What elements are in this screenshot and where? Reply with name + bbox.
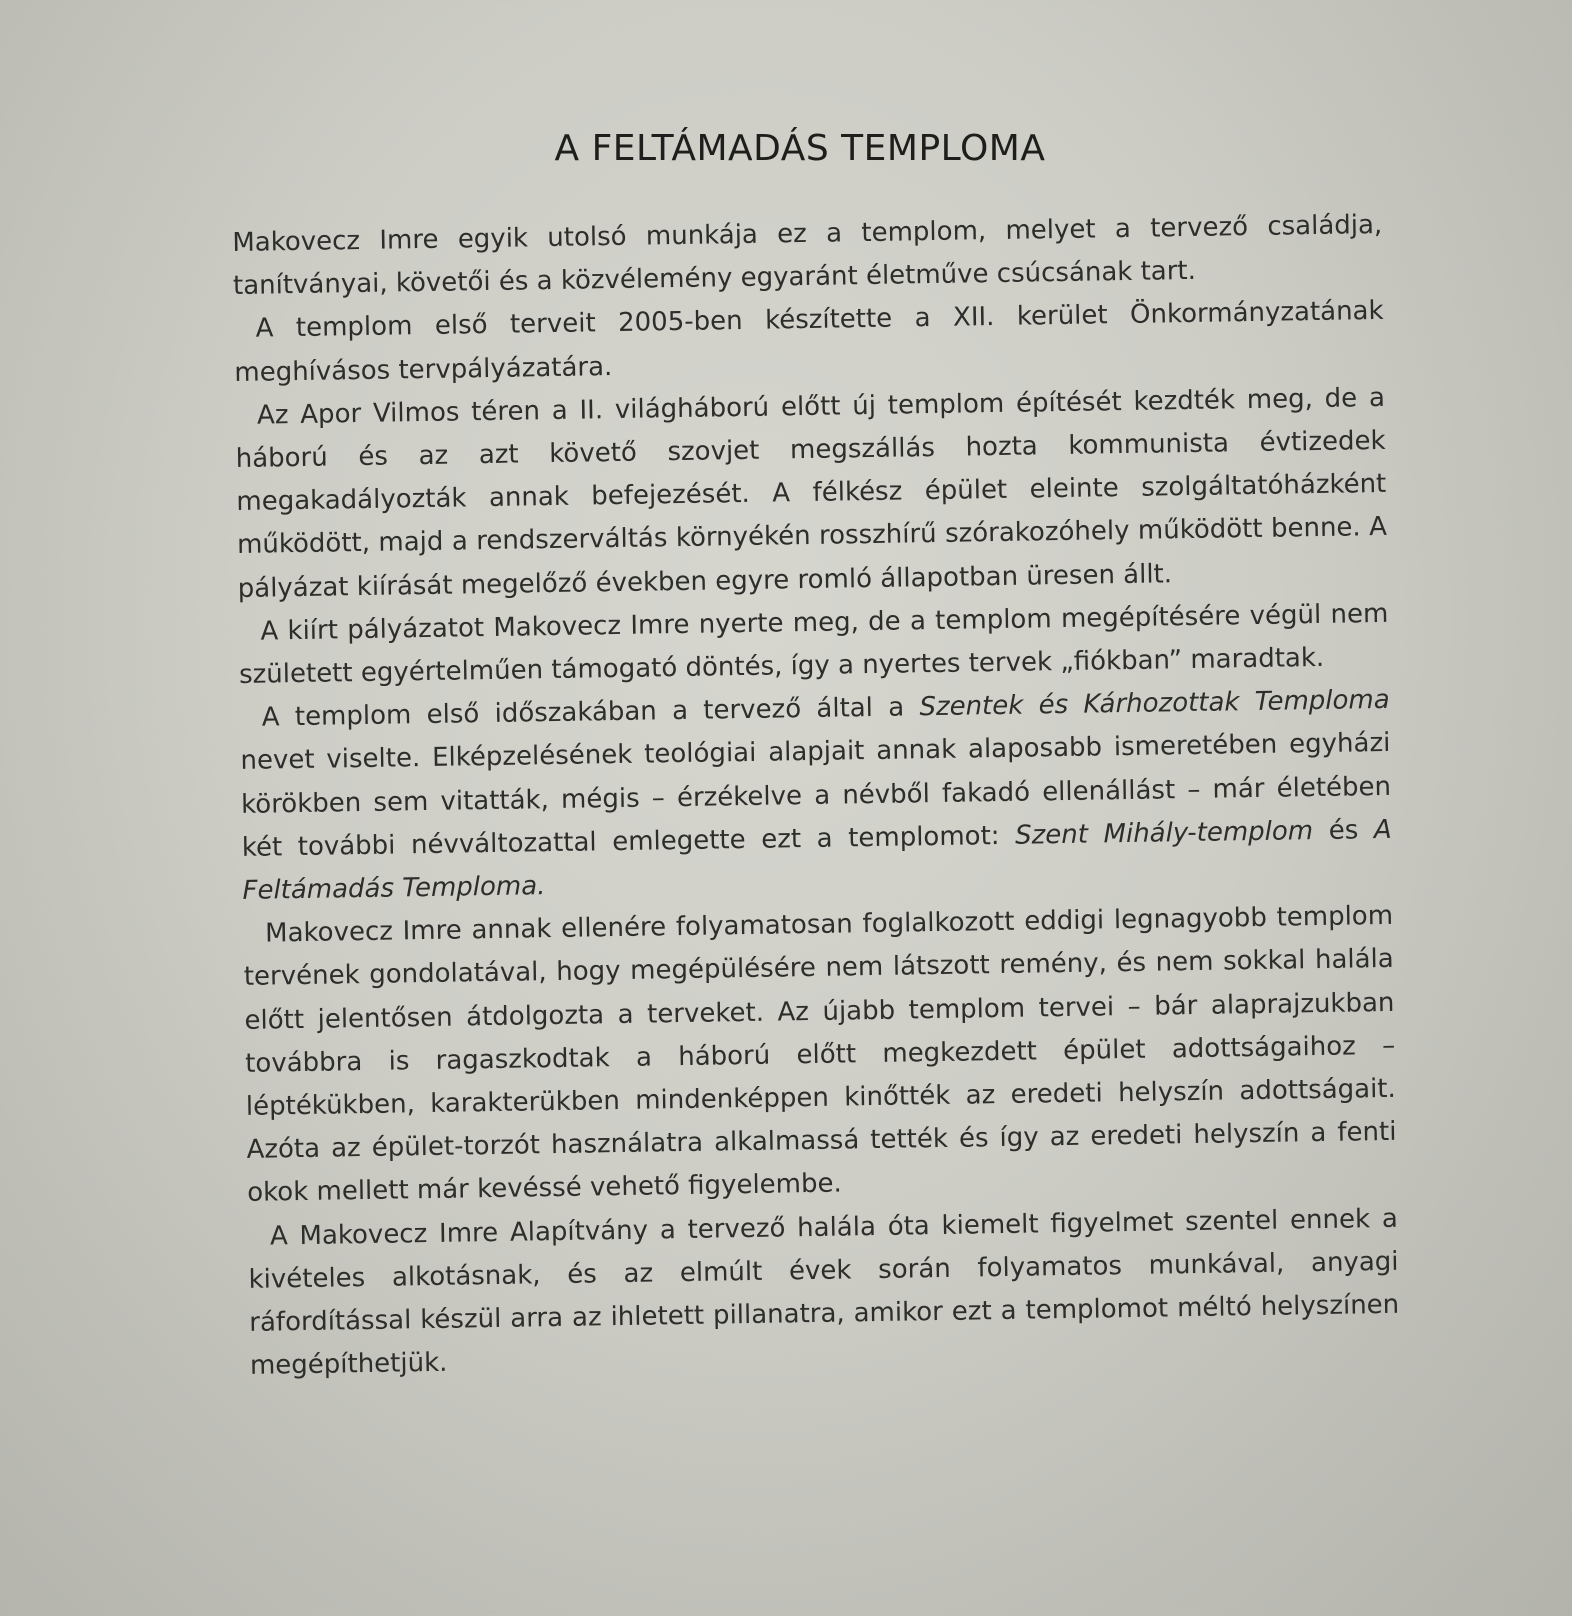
- paragraph-1: Makovecz Imre egyik utolsó munkája ez a templom, melyet a tervező családja, tanítványai, követői és a közvélemény egyaránt életműve csúcsának tart.: [232, 209, 1383, 302]
- paragraph-5-text-a: A templom első időszakában a tervező által a: [261, 692, 920, 733]
- paragraph-7: A Makovecz Imre Alapítvány a tervező halála óta kiemelt figyelmet szentel ennek a kivételes alkotásnak, és az elmúlt évek során folyamatos munkával, anyagi ráfordítással készül arra az ihletett pillanatra, amikor ezt a templomot méltó helyszínen megépíthetjük.: [248, 1203, 1400, 1382]
- page-title: A FELTÁMADÁS TEMPLOMA: [554, 128, 1046, 169]
- paragraph-5-text-c: és: [1312, 814, 1375, 846]
- paragraph-5: [239, 679, 1392, 913]
- paragraph-2: A templom első terveit 2005-ben készítette a XII. kerület Önkormányzatának meghívásos tervpályázatára.: [234, 296, 1384, 388]
- paragraph-6: Makovecz Imre annak ellenére folyamatosan foglalkozott eddigi legnagyobb templom tervének gondolatával, hogy megépülésére nem látszott remény, és nem sokkal halála előtt jelentősen átdolgozta a terveket. Az újabb templom tervei – bár alaprajzukban továbbra is ragaszkodtak a háború előtt megkezdett épület adottságaihoz – léptékükben, karakterükben mindenképpen kinőtték az eredeti helyszín adottságait. Azóta az épület-torzót használatra alkalmassá tették és így az eredeti helyszín a fenti okok mellett már kevéssé vehető figyelembe.: [243, 901, 1397, 1209]
- church-name-alt-2: A Feltámadás Temploma.: [242, 814, 1392, 906]
- church-name-alt-1: Szent Mihály-templom: [1014, 815, 1314, 851]
- paragraph-4: A kiírt pályázatot Makovecz Imre nyerte meg, de a templom megépítésére végül nem született egyértelműen támogató döntés, így a nyertes tervek „fiókban” maradtak.: [238, 598, 1389, 690]
- church-name-original: Szentek és Kárhozottak Temploma: [919, 685, 1390, 723]
- paragraph-3: Az Apor Vilmos téren a II. világháború előtt új templom építését kezdték meg, de a háború és az azt követő szovjet megszállás hozta kommunista évtizedek megakadályozták annak befejezését. A félkész épület eleinte szolgáltatóházként működött, majd a rendszerváltás környékén rosszhírű szórakozóhely működött benne. A pályázat kiírását megelőző években egyre romló állapotban üresen állt.: [235, 382, 1388, 604]
- paragraph-5-text-b: nevet viselte. Elképzelésének teológiai alapjait annak alaposabb ismeretében egyházi körökben sem vitatták, mégis – érzékelve a névből fakadó ellenállást – már életében két további névváltozattal emlegette ezt a templomot:: [240, 728, 1392, 863]
- article-body: [232, 204, 1400, 1388]
